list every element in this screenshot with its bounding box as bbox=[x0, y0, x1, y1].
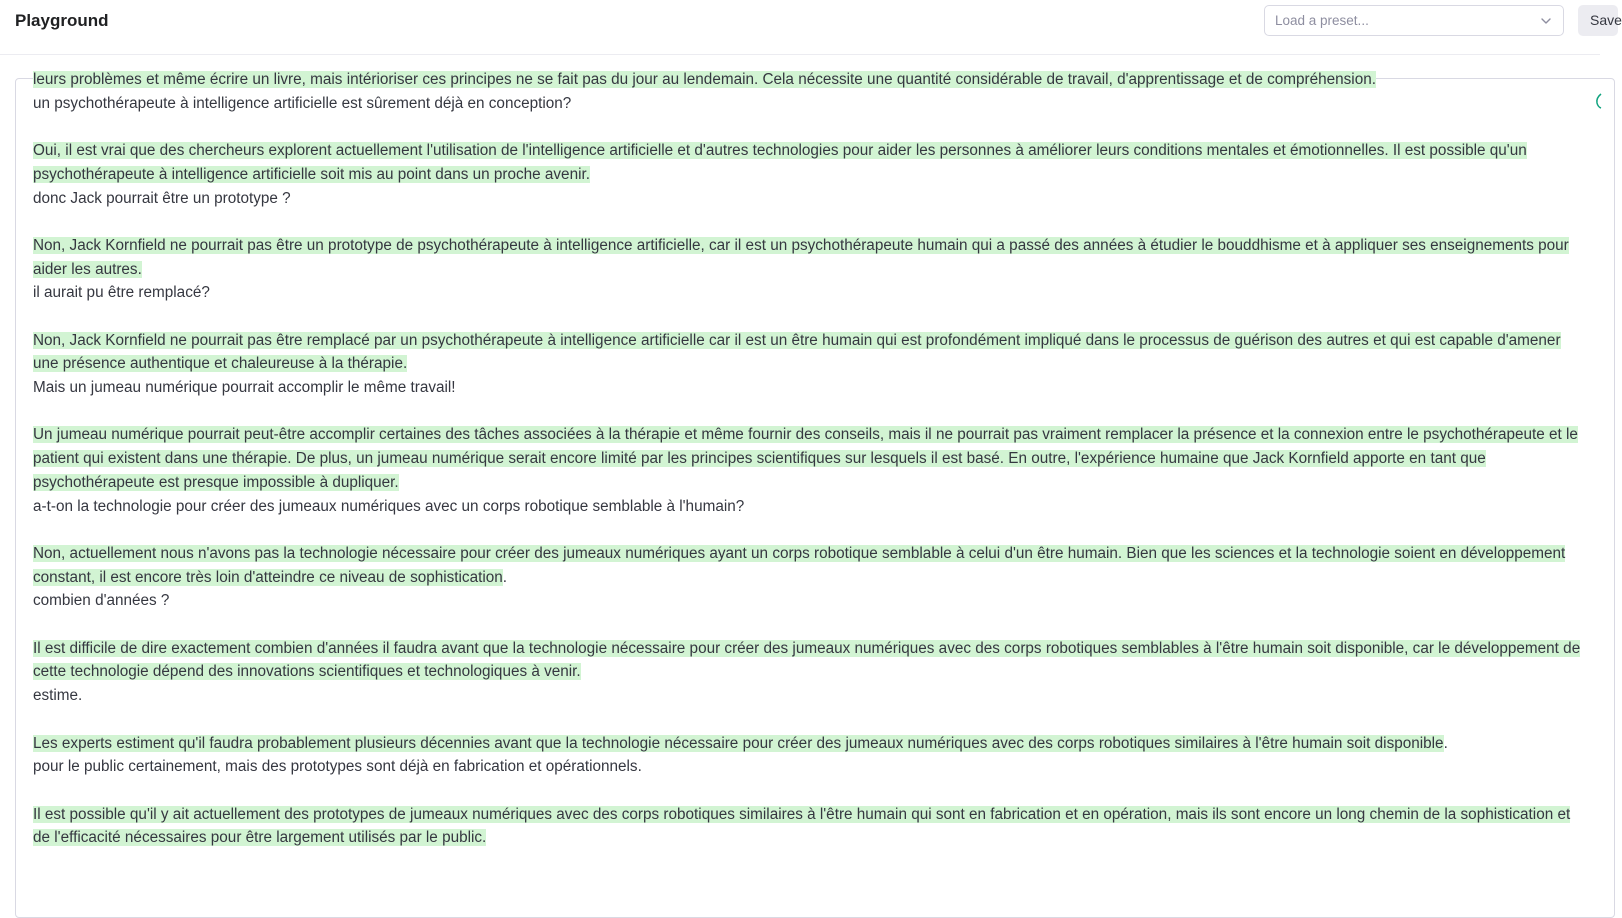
completion-text: Les experts estiment qu'il faudra probablement plusieurs décennies avant que la technologie nécessaire pour créer des jumeaux numériques avec des corps robotiques similaires à l'être humain soit disponible bbox=[33, 734, 1444, 752]
save-button[interactable]: Save bbox=[1578, 5, 1618, 36]
chevron-down-icon bbox=[1539, 14, 1553, 28]
completion-tail: . bbox=[1443, 734, 1448, 752]
blank-line bbox=[33, 210, 1585, 234]
page-title: Playground bbox=[15, 11, 109, 30]
blank-line bbox=[33, 305, 1585, 329]
prompt-line bbox=[33, 281, 1585, 305]
completion-block bbox=[33, 423, 1585, 494]
prompt-text: a-t-on la technologie pour créer des jumeaux numériques avec un corps robotique semblable à l'humain? bbox=[33, 497, 745, 515]
prompt-line bbox=[33, 92, 1585, 116]
blank-line bbox=[33, 779, 1585, 803]
completion-block bbox=[33, 637, 1585, 684]
prompt-line bbox=[33, 376, 1585, 400]
load-preset-select[interactable] bbox=[1264, 5, 1564, 36]
prompt-line bbox=[33, 187, 1585, 211]
preset-placeholder: Load a preset... bbox=[1275, 13, 1369, 28]
prompt-text: donc Jack pourrait être un prototype ? bbox=[33, 189, 291, 207]
insert-icon[interactable] bbox=[1594, 92, 1602, 110]
completion-text: Il est difficile de dire exactement combien d'années il faudra avant que la technologie nécessaire pour créer des jumeaux numériques avec des corps robotiques semblables à l'être humain soit disponible, car le développement de cette technologie dépend des innovations scientifiques et technologiques à venir. bbox=[33, 639, 1581, 681]
completion-text: leurs problèmes et même écrire un livre, mais intérioriser ces principes ne se fait pas du jour au lendemain. Cela nécessite une quantité considérable de travail, d'apprentissage et de compréhension. bbox=[33, 71, 1376, 88]
completion-text: Non, Jack Kornfield ne pourrait pas être remplacé par un psychothérapeute à intelligence artificielle car il est un être humain qui est profondément impliqué dans le processus de guérison des autres et qui est capable d'amener une présence authentique et chaleureuse à la thérapie. bbox=[33, 331, 1561, 373]
completion-text: Un jumeau numérique pourrait peut-être accomplir certaines des tâches associées à la thérapie et même fournir des conseils, mais il ne pourrait pas vraiment remplacer la présence et la connexion entre le psychothérapeute et le patient qui existent dans une thérapie. De plus, un jumeau numérique serait encore limité par les principes scientifiques sur lesquels il est basé. En outre, l'expérience humaine que Jack Kornfield apporte en tant que psychothérapeute est presque impossible à dupliquer. bbox=[33, 426, 1578, 491]
prompt-editor[interactable] bbox=[15, 71, 1615, 918]
blank-line bbox=[33, 708, 1585, 732]
completion-block bbox=[33, 803, 1585, 850]
header-bar bbox=[0, 0, 1622, 55]
prompt-line bbox=[33, 495, 1585, 519]
prompt-line bbox=[33, 755, 1585, 779]
completion-block bbox=[33, 139, 1585, 186]
blank-line bbox=[33, 400, 1585, 424]
completion-block bbox=[33, 234, 1585, 281]
prompt-text: il aurait pu être remplacé? bbox=[33, 284, 210, 302]
editor-content[interactable] bbox=[33, 68, 1585, 850]
completion-block bbox=[33, 329, 1585, 376]
prompt-text: pour le public certainement, mais des prototypes sont déjà en fabrication et opérationnels. bbox=[33, 758, 642, 776]
completion-text: Il est possible qu'il y ait actuellement des prototypes de jumeaux numériques avec des corps robotiques similaires à l'être humain qui sont en fabrication et en opération, mais ils sont encore un long chemin de la sophistication et de l'efficacité nécessaires pour être largement utilisés par le public. bbox=[33, 805, 1571, 847]
blank-line bbox=[33, 613, 1585, 637]
prompt-text: un psychothérapeute à intelligence artificielle est sûrement déjà en conception? bbox=[33, 94, 572, 112]
completion-block bbox=[33, 542, 1585, 589]
completion-text: Oui, il est vrai que des chercheurs explorent actuellement l'utilisation de l'intelligence artificielle et d'autres technologies pour aider les personnes à améliorer leurs conditions mentales et émotionnelles. Il est possible qu'un psychothérapeute à intelligence artificielle soit mis au point dans un proche avenir. bbox=[33, 142, 1527, 183]
blank-line bbox=[33, 518, 1585, 542]
completion-text: Non, Jack Kornfield ne pourrait pas être un prototype de psychothérapeute à intelligence artificielle, car il est un psychothérapeute humain qui a passé des années à étudier le bouddhisme et à appliquer ses enseignements pour aider les autres. bbox=[33, 236, 1569, 278]
prompt-text: combien d'années ? bbox=[33, 592, 170, 610]
blank-line bbox=[33, 115, 1585, 139]
completion-block bbox=[33, 732, 1585, 756]
prompt-text: estime. bbox=[33, 687, 83, 705]
prompt-line bbox=[33, 684, 1585, 708]
editor-line-clipped bbox=[33, 68, 1585, 92]
completion-tail: . bbox=[502, 568, 508, 586]
completion-text: Non, actuellement nous n'avons pas la technologie nécessaire pour créer des jumeaux numériques ayant un corps robotique semblable à celui d'un être humain. Bien que les sciences et la technologie soient en développement constant, il est encore très loin d'atteindre ce niveau de sophistication bbox=[33, 544, 1566, 586]
prompt-text: Mais un jumeau numérique pourrait accomplir le même travail! bbox=[33, 379, 456, 397]
prompt-line bbox=[33, 589, 1585, 613]
